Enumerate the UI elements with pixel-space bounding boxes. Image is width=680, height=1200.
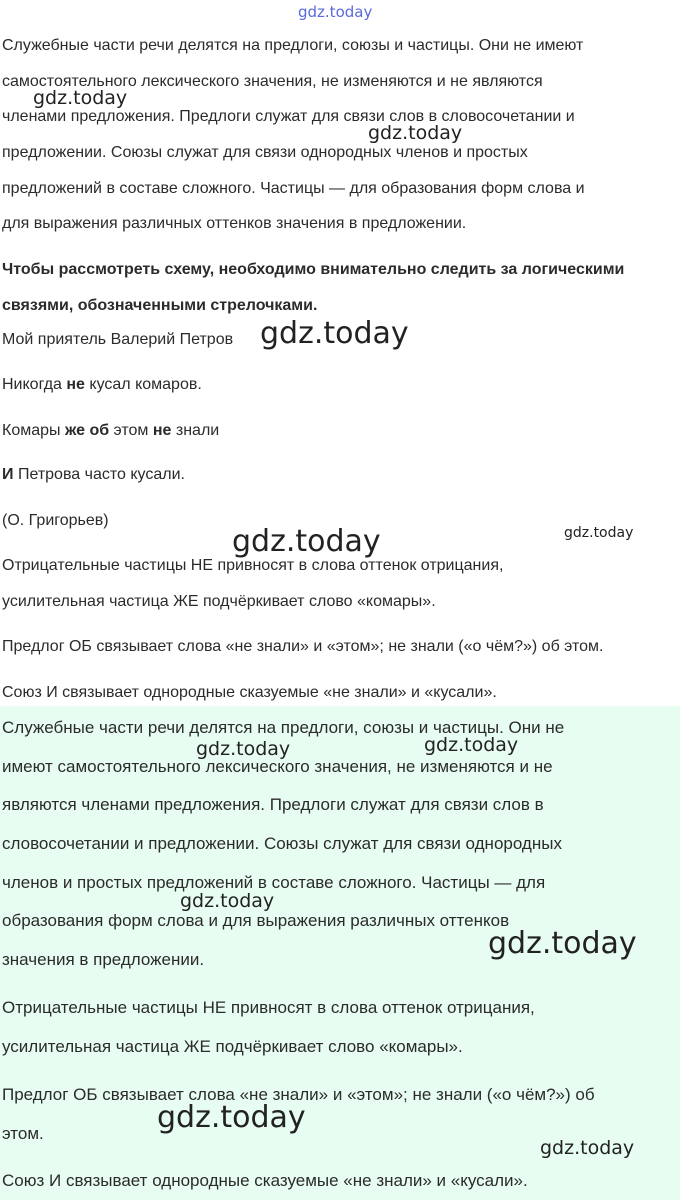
text-line: словосочетании и предложении. Союзы служат для связи однородных <box>2 834 562 853</box>
watermark: gdz.today <box>260 316 409 351</box>
text-line: значения в предложении. <box>2 950 205 969</box>
text-line: образования форм слова и для выражения различных оттенков <box>2 911 510 930</box>
text-line: Служебные части речи делятся на предлоги, союзы и частицы. Они не имеют <box>2 37 584 54</box>
text-line: предложении. Союзы служат для связи однородных членов и простых <box>2 144 528 161</box>
watermark: gdz.today <box>368 122 463 144</box>
watermark: gdz.today <box>232 524 381 559</box>
text-line: членами предложения. Предлоги служат для связи слов в словосочетании и <box>2 108 575 125</box>
analysis-line: Союз И связывает однородные сказуемые «не знали» и «кусали». <box>2 684 497 701</box>
note-line: Чтобы рассмотреть схему, необходимо внимательно следить за логическими <box>2 261 625 278</box>
text-line: предложений в составе сложного. Частицы — для образования форм слова и <box>2 180 585 197</box>
analysis-line: усилительная частица ЖЕ подчёркивает слово «комары». <box>2 593 436 610</box>
poem-line-4: И Петрова часто кусали. <box>2 466 185 483</box>
text-line: являются членами предложения. Предлоги служат для связи слов в <box>2 795 544 814</box>
watermark: gdz.today <box>196 738 291 760</box>
watermark: gdz.today <box>33 87 128 109</box>
watermark: gdz.today <box>298 3 373 21</box>
analysis-line: Союз И связывает однородные сказуемые «не знали» и «кусали». <box>2 1171 528 1190</box>
watermark: gdz.today <box>157 1100 306 1135</box>
watermark: gdz.today <box>180 890 275 912</box>
text-line: членов и простых предложений в составе сложного. Частицы — для <box>2 873 546 892</box>
watermark: gdz.today <box>540 1137 635 1159</box>
analysis-line: Предлог ОБ связывает слова «не знали» и «этом»; не знали («о чём?») об <box>2 1085 595 1104</box>
poem-line-1: Мой приятель Валерий Петров <box>2 331 234 348</box>
watermark: gdz.today <box>564 525 634 541</box>
poem-author: (О. Григорьев) <box>2 512 109 529</box>
text-line: для выражения различных оттенков значения в предложении. <box>2 215 467 232</box>
analysis-line: Предлог ОБ связывает слова «не знали» и «этом»; не знали («о чём?») об этом. <box>2 638 604 655</box>
note-line: связями, обозначенными стрелочками. <box>2 297 318 314</box>
analysis-line: усилительная частица ЖЕ подчёркивает слово «комары». <box>2 1037 463 1056</box>
analysis-line: этом. <box>2 1124 44 1143</box>
text-line: Служебные части речи делятся на предлоги, союзы и частицы. Они не <box>2 718 565 737</box>
text-line: имеют самостоятельного лексического значения, не изменяются и не <box>2 757 553 776</box>
watermark: gdz.today <box>424 734 519 756</box>
text-line: самостоятельного лексического значения, не изменяются и не являются <box>2 73 543 90</box>
poem-line-3: Комары же об этом не знали <box>2 422 220 439</box>
analysis-line: Отрицательные частицы НЕ привносят в слова оттенок отрицания, <box>2 998 535 1017</box>
poem-line-2: Никогда не кусал комаров. <box>2 376 202 393</box>
analysis-line: Отрицательные частицы НЕ привносят в слова оттенок отрицания, <box>2 557 504 574</box>
watermark: gdz.today <box>488 926 637 961</box>
